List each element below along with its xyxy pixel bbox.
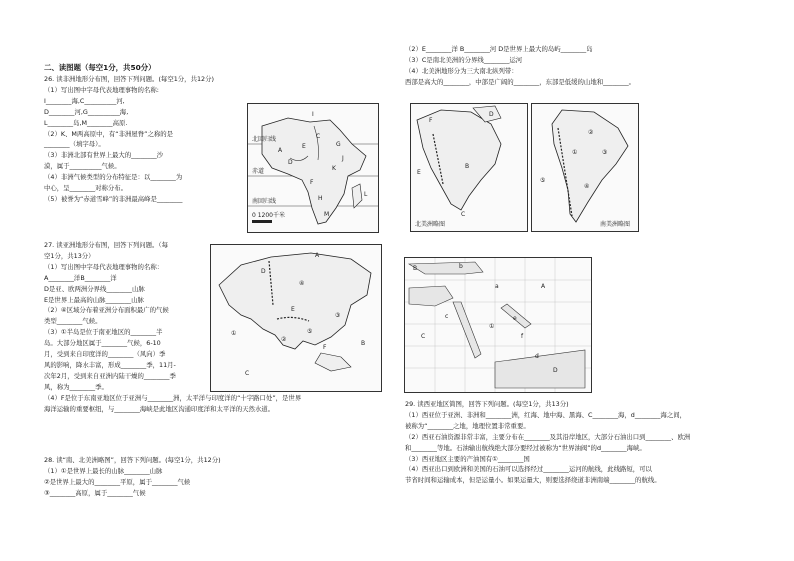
label-circle-2: ② xyxy=(281,336,287,343)
q29-line: （3）西亚地区主要的产油国有①________国 xyxy=(405,454,530,463)
label-D: D xyxy=(489,111,494,118)
q26-line: （4）非洲气候类型的分布特征是：以________为 xyxy=(44,173,183,182)
q27-line: 空1分，共13分） xyxy=(44,251,95,260)
q27-line: 类型________气候。 xyxy=(44,317,102,326)
label-E: E xyxy=(291,306,295,313)
west-asia-map-svg xyxy=(405,258,591,392)
question-26 xyxy=(44,74,244,205)
label-M: M xyxy=(324,211,330,218)
label-circle-1: ① xyxy=(231,330,237,337)
q27-line: 27. 读亚洲地形分布图，回答下列问题。（每 xyxy=(44,241,169,249)
label-tropic-cancer: 北回归线 xyxy=(252,136,277,143)
label-circle-3: ③ xyxy=(335,312,341,319)
q27-line: D是亚、欧两洲分界线________山脉 xyxy=(44,284,145,293)
label-circle-5: ⑤ xyxy=(540,177,546,184)
label-f: f xyxy=(521,333,524,340)
label-K: K xyxy=(332,165,336,172)
question-28-continued xyxy=(405,44,785,88)
q26-line: 中心，呈________对称分布。 xyxy=(44,184,128,193)
label-c: c xyxy=(445,313,449,320)
label-B: B xyxy=(413,265,418,272)
q27-line: 次年2月，受到来自亚洲内陆干燥的________季 xyxy=(44,371,176,380)
q28-right-line: （3）C是南北美洲的分界线________运河 xyxy=(405,55,523,64)
q29-line: 被称为“________之地，地理位置非常重要。 xyxy=(405,421,530,430)
label-equator: 赤道 xyxy=(252,168,265,175)
africa-map xyxy=(247,103,379,233)
red-sea xyxy=(453,302,481,358)
arabian-sea xyxy=(495,350,585,388)
scale-bar xyxy=(252,220,272,223)
south-america-map-svg xyxy=(532,104,638,231)
label-H: H xyxy=(318,195,323,202)
q26-line: 漠，属于__________气候。 xyxy=(44,162,121,171)
q27-line: 风，称为________季。 xyxy=(44,382,108,391)
west-asia-map xyxy=(404,257,592,393)
q27-line: （1）写出图中字母代表地理事物的名称： xyxy=(44,262,164,271)
q27-line: 风的影响，降水丰富，形成________季，11月- xyxy=(44,360,176,369)
q27-line: （3）①半岛是位于南亚地区的________半 xyxy=(44,328,163,337)
label-D: D xyxy=(261,268,266,275)
north-america-map-svg xyxy=(411,104,527,231)
question-28 xyxy=(44,455,374,499)
label-C: C xyxy=(421,333,426,340)
left-column xyxy=(44,62,244,205)
label-A: A xyxy=(541,283,546,290)
mediterranean-sea xyxy=(409,286,453,306)
label-tropic-capricorn: 南回归线 xyxy=(252,198,277,205)
label-e: e xyxy=(513,315,517,322)
q28-right-line: （2）E________洋 B________河 D是世界上最大的岛屿________岛 xyxy=(405,45,593,53)
label-G: G xyxy=(336,141,341,148)
label-b: b xyxy=(459,263,463,270)
label-scale: 0 1200千米 xyxy=(252,212,285,219)
label-circle-3: ③ xyxy=(602,149,608,156)
label-J: J xyxy=(342,155,344,162)
label-A: A xyxy=(315,252,320,259)
asia-map-svg xyxy=(211,245,381,391)
q29-line: （2）西亚石油资源非常丰富，主要分布在________及其沿岸地区，大部分石油出口到________、欧洲 xyxy=(405,432,691,441)
q26-line: D________河,G__________海, xyxy=(44,107,129,116)
q26-line: ________（填字母）。 xyxy=(44,140,105,149)
label-E: E xyxy=(417,169,421,176)
asia-outline xyxy=(219,253,371,349)
q27-line: 岛。大部分地区属于________气候，6-10 xyxy=(44,339,161,348)
asia-map xyxy=(210,244,382,392)
section-title: 二、读图题（每空1分，共50分） xyxy=(44,63,156,72)
north-america-caption: 北美洲略图 xyxy=(415,221,446,228)
label-circle-1: ① xyxy=(489,323,495,330)
q26-line: I________海,C__________河, xyxy=(44,96,125,105)
label-B: B xyxy=(465,163,470,170)
south-america-map xyxy=(531,103,639,232)
north-america-map xyxy=(410,103,528,232)
q28-right-line: 西部是高大的________，中部是广阔的________，东部是低缓的山地和________。 xyxy=(405,77,636,86)
q29-line: （4）西亚出口到欧洲和美国的石油可以选择经过________运河的航线，此线路短，可以 xyxy=(405,465,652,474)
question-29 xyxy=(405,399,785,486)
q27-line: 月，受到来自印度洋的________（风向）季 xyxy=(44,350,166,359)
q27-line: A________洋B________洋 xyxy=(44,273,117,282)
label-circle-2: ② xyxy=(588,129,594,136)
q27-line: 海洋运输的重要枢纽，与________海峡是此地区沟通印度洋和太平洋的天然水道。 xyxy=(44,404,275,413)
label-d: d xyxy=(535,353,539,360)
label-circle-4: ④ xyxy=(584,183,590,190)
label-D: D xyxy=(553,367,558,374)
q29-line: 29. 读西亚地区简图，回答下列问题。(每空1分，共13分) xyxy=(405,400,569,408)
label-B: B xyxy=(361,340,366,347)
north-america-outline xyxy=(417,110,501,210)
q29-line: 节省时间和运输成本，但是运量小。如果运量大，则要选择绕道非洲南端________的航线。 xyxy=(405,476,661,485)
q29-line: 和________等地。石油输出航线绝大部分要经过被称为“世界油阀”的d________海峡。 xyxy=(405,443,646,452)
madagascar-outline xyxy=(352,184,362,208)
q29-line: （1）西亚位于亚洲、非洲和________洲，红海、地中海、黑海、C________海，d________海之间， xyxy=(405,410,686,419)
label-circle-5: ⑤ xyxy=(307,328,313,335)
q26-line: L________岛,M________高原. xyxy=(44,118,128,127)
q28-line: 28. 读“南、北美洲略图”，回答下列问题。(每空1分，共12分) xyxy=(44,456,221,464)
label-C: C xyxy=(245,370,250,377)
q27-line: （2）④区域分布着亚洲分布面积最广的气候 xyxy=(44,306,169,315)
q27-line: （4）F是位于东南亚地区位于亚洲与________洲，太平洋与印度洋的“十字路口处”，是世界 xyxy=(44,393,302,402)
label-circle-4: ④ xyxy=(299,280,305,287)
label-I: I xyxy=(312,111,314,118)
label-a: a xyxy=(495,283,499,290)
q26-line: （3）非洲北部有世界上最大的________沙 xyxy=(44,151,164,160)
q26-line: （1）写出图中字母代表地理事物的名称: xyxy=(44,85,159,94)
label-circle-1: ① xyxy=(572,149,578,156)
africa-map-svg xyxy=(248,104,378,232)
q28-right-line: （4）北美洲地形分为三大南北纵列带： xyxy=(405,66,518,75)
label-A: A xyxy=(278,147,283,154)
label-D: D xyxy=(288,159,293,166)
q28-line: ③________高原，属于________气候 xyxy=(44,488,146,497)
black-sea xyxy=(409,262,483,274)
q26-line: （5）被誉为“赤道雪峰”的非洲最高峰是________ xyxy=(44,194,183,203)
q26-line: （2）K、M两高原中，有“非洲屋脊”之称的是 xyxy=(44,129,174,138)
archipelago-outline xyxy=(315,353,351,371)
south-america-outline xyxy=(552,110,628,222)
label-F: F xyxy=(310,179,314,186)
label-F: F xyxy=(323,344,327,351)
q28-line: ②是世界上最大的________平原，属于________气候 xyxy=(44,477,191,486)
label-C: C xyxy=(316,133,321,140)
q28-line: （1）①是世界上最长的山脉________山脉 xyxy=(44,466,163,475)
label-E: E xyxy=(302,143,306,150)
africa-outline xyxy=(262,118,366,224)
q26-line: 26. 读非洲地形分布图，回答下列问题。(每空1分，共12分) xyxy=(44,75,214,83)
label-C: C xyxy=(461,211,466,218)
q27-line: E是世界上最高的山脉________山脉 xyxy=(44,295,144,304)
label-L: L xyxy=(364,191,368,198)
south-america-caption: 南美洲略图 xyxy=(599,221,630,228)
label-F: F xyxy=(429,117,433,124)
